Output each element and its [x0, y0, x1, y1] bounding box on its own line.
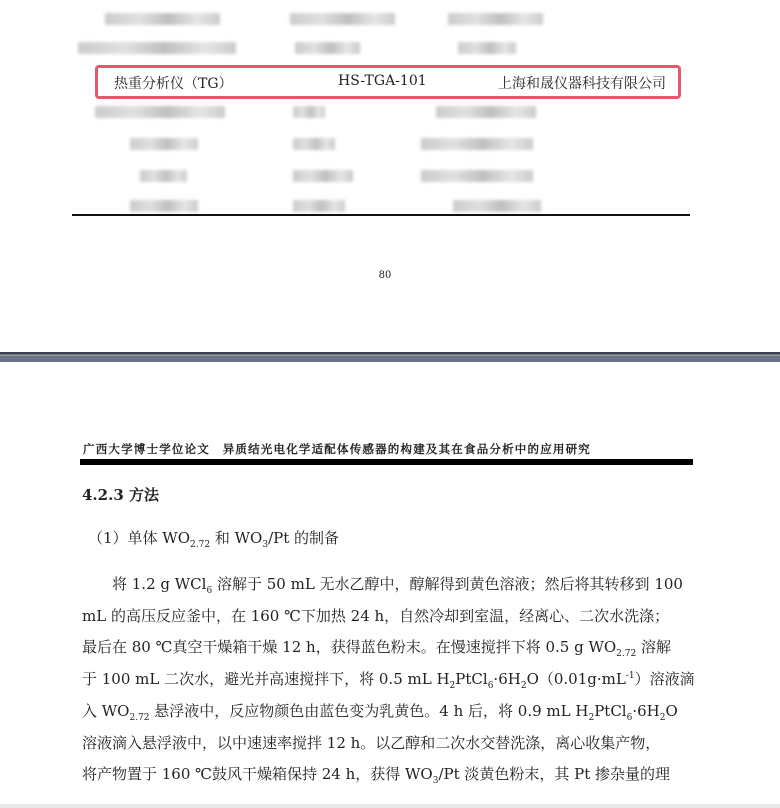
subscript: 6 — [626, 712, 633, 723]
blurred-cell — [295, 42, 360, 54]
blurred-cell — [95, 106, 225, 118]
section-title: 4.2.3 方法 — [82, 486, 159, 504]
table-bottom-rule — [72, 214, 690, 216]
header-rule — [80, 459, 693, 465]
instrument-model: HS-TGA-101 — [338, 73, 427, 89]
subscript: 6 — [206, 586, 213, 596]
blurred-cell — [448, 13, 543, 25]
text-run: ·6H — [632, 701, 660, 720]
blurred-cell — [140, 170, 187, 182]
subscript: 2 — [520, 681, 527, 692]
text-run: PtCl — [455, 670, 488, 689]
text-run: 入 WO — [82, 701, 130, 720]
blurred-cell — [130, 138, 198, 150]
text-run: mL 的高压反应釜中，在 160 ℃下加热 24 h，自然冷却到室温，经离心、二次水洗涤； — [82, 606, 670, 625]
subscript: 2.72 — [129, 712, 150, 723]
paragraph-line — [82, 668, 695, 691]
document-page — [0, 362, 780, 808]
paragraph-line — [82, 573, 683, 596]
text-run: 将产物置于 160 ℃鼓风干燥箱保持 24 h，获得 WO — [82, 765, 433, 784]
paragraph-line — [82, 605, 669, 626]
blurred-cell — [293, 138, 335, 150]
blurred-cell — [293, 200, 345, 212]
text-run: O — [665, 701, 678, 720]
blurred-cell — [421, 170, 533, 182]
blurred-cell — [78, 42, 236, 54]
text-run: 溶解 — [636, 638, 671, 657]
text-run: 最后在 80 ℃真空干燥箱干燥 12 h，获得蓝色粉末。在慢速搅拌下将 0.5 g WO — [82, 638, 617, 657]
subscript: 3 — [262, 540, 269, 550]
text-run: （1）单体 WO — [88, 529, 191, 547]
paragraph-line — [82, 700, 678, 723]
text-run: 将 1.2 g WCl — [82, 575, 207, 593]
document-page-80 — [0, 0, 780, 352]
subscript: 2 — [449, 681, 456, 692]
blurred-cell — [436, 106, 536, 118]
superscript: -1 — [625, 671, 635, 682]
subsection-heading — [88, 527, 339, 550]
paragraph-line — [82, 732, 660, 753]
blurred-cell — [293, 106, 325, 118]
blurred-cell — [105, 13, 220, 25]
text-run: O（0.01g·mL — [526, 670, 626, 689]
page-separator — [0, 352, 780, 362]
instrument-name: 热重分析仪（TG） — [114, 76, 233, 92]
running-header: 广西大学博士学位论文 异质结光电化学适配体传感器的构建及其在食品分析中的应用研究 — [83, 442, 591, 456]
blurred-cell — [293, 170, 353, 182]
viewer-bottom-edge — [0, 804, 780, 808]
text-run: 溶解于 50 mL 无水乙醇中，醇解得到黄色溶液；然后将其转移到 100 — [212, 575, 683, 593]
text-run: 悬浮液中，反应物颜色由蓝色变为乳黄色。4 h 后，将 0.9 mL H — [149, 701, 589, 720]
subscript: 2.72 — [190, 540, 211, 550]
text-run: PtCl — [594, 701, 627, 720]
text-run: ·6H — [493, 670, 521, 689]
text-run: 溶液滴入悬浮液中，以中速速率搅拌 12 h。以乙醇和二次水交替洗涤，离心收集产物， — [82, 733, 661, 752]
paragraph-line — [82, 763, 670, 786]
subscript: 6 — [487, 681, 494, 692]
subscript: 2 — [588, 712, 595, 723]
paragraph-line — [82, 636, 671, 659]
subscript: 2 — [659, 712, 666, 723]
blurred-cell — [130, 200, 198, 212]
text-run: 和 WO — [210, 529, 263, 547]
text-run: ）溶液滴 — [634, 670, 695, 689]
text-run: /Pt 淡黄色粉末，其 Pt 掺杂量的理 — [438, 765, 671, 784]
subscript: 2.72 — [616, 649, 637, 660]
text-run: 于 100 mL 二次水，避光并高速搅拌下，将 0.5 mL H — [82, 670, 450, 689]
instrument-manufacturer: 上海和晟仪器科技有限公司 — [498, 76, 666, 92]
blurred-cell — [458, 42, 516, 54]
blurred-cell — [453, 200, 541, 212]
blurred-cell — [290, 13, 395, 25]
subscript: 3 — [432, 776, 439, 787]
text-run: /Pt 的制备 — [268, 529, 340, 547]
blurred-cell — [421, 138, 533, 150]
page-number: 80 — [378, 270, 392, 281]
